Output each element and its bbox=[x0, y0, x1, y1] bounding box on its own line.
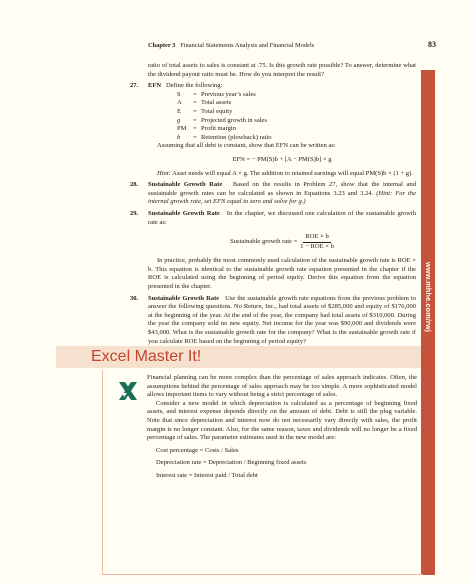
excel-paragraph-2: Consider a new model in which depreciation is calculated as a percentage of beginning fixed assets, and interest expense depends directly on the amount of debt. Debt is still the plug variable. Note that since depreciation and interest now do not necessarily vary directly with sales, the profit margin is no longer constant. Also, for the same reason, taxes and dividends will no longer be a fixed percentage of sales. The parameter estimates used in the new model are: bbox=[147, 399, 417, 442]
definition-eq: = bbox=[193, 107, 197, 115]
definition-desc: Profit margin bbox=[201, 125, 236, 133]
problem-text: In the chapter, we discussed one calculation of the sustainable growth rate as: bbox=[148, 209, 416, 226]
interest-rate-equation: Interest rate = Interest paid / Total debt bbox=[156, 471, 258, 479]
definition-sym: PM bbox=[177, 125, 187, 133]
definition-row bbox=[177, 134, 416, 143]
definition-desc: Projected growth in sales bbox=[201, 116, 267, 124]
excel-paragraph-1: Financial planning can be more complex than the percentage of sales approach indicates. Often, the assumptions behind the percentage of sales approach may be too simple. A more sophisticated model allows important items to vary without being a strict percentage of sales. bbox=[147, 374, 417, 399]
definition-eq: = bbox=[193, 133, 197, 141]
definition-desc: Previous year’s sales bbox=[201, 90, 256, 98]
excel-body bbox=[147, 374, 417, 481]
hint-label: Hint: bbox=[157, 169, 171, 177]
problem-intro: Define the following: bbox=[166, 82, 223, 90]
definition-sym: g bbox=[177, 116, 181, 124]
problem-27 bbox=[130, 82, 416, 178]
definition-sym: S bbox=[177, 90, 181, 98]
problem-title: Sustainable Growth Rate bbox=[148, 209, 220, 217]
problem-list bbox=[130, 62, 417, 346]
definition-row bbox=[177, 125, 416, 134]
problem-30 bbox=[130, 294, 416, 347]
equation-denominator: 1 − ROE × b bbox=[300, 242, 334, 250]
definition-eq: = bbox=[193, 116, 197, 124]
definition-sym: A bbox=[177, 99, 182, 107]
hint-text: Asset needs will equal A × g. The addition to retained earnings will equal PM(S)b × (1 + g). bbox=[172, 169, 413, 177]
definition-row bbox=[177, 99, 416, 108]
definition-desc: Total assets bbox=[201, 99, 232, 107]
problem-text: Based on the results in Problem 27, show that the internal and sustainable growth rates can be calculated as shown in Equations 3.23 and 3.24. bbox=[148, 181, 416, 197]
problem-title: Sustainable Growth Rate bbox=[148, 294, 220, 302]
problem-title: Sustainable Growth Rate bbox=[148, 181, 223, 189]
chapter-heading: Chapter 3 Financial Statements Analysis and Financial Models bbox=[148, 42, 315, 49]
page-header bbox=[148, 42, 436, 49]
definition-eq: = bbox=[193, 125, 197, 133]
carryover-text: ratio of total assets to sales is constant at .75. Is this growth rate possible? To answer, determine what the dividend payout ratio must be. How do you interpret the result? bbox=[148, 62, 416, 78]
definition-desc: Retention (plowback) ratio bbox=[201, 133, 272, 141]
page-number: 83 bbox=[428, 40, 436, 49]
definition-desc: Total equity bbox=[201, 107, 233, 115]
definition-list bbox=[148, 91, 416, 143]
problem-text: Use the sustainable growth rate equations from the previous problem to answer the following questions. No Return, Inc., had total assets of $285,000 and equity of $176,000 at the beginning of the year. At the end of the year, the company had total assets of $310,000. During the year the company sold no new equity. Net income for the year was $90,000 and dividends were $43,000. What is the sustainable growth rate for the company? What is the sustainable growth rate if you calculate ROE based on the beginning of period equity? bbox=[148, 294, 416, 345]
depreciation-rate-equation: Depreciation rate = Depreciation / Beginning fixed assets bbox=[156, 459, 307, 467]
problem-title: EFN bbox=[148, 82, 162, 90]
problem-number: 29. bbox=[130, 209, 139, 217]
excel-title: Excel Master It! bbox=[91, 348, 202, 365]
problem-number: 28. bbox=[130, 181, 139, 189]
efn-equation: EFN = − PM(S)b + [A − PM(S)b] × g bbox=[232, 155, 332, 163]
definition-sym: E bbox=[177, 107, 181, 115]
hint-text: (Hint: For the internal growth rate, set EFN equal to zero and solve for g.) bbox=[148, 189, 417, 206]
problem-number: 27. bbox=[130, 82, 139, 90]
problem-28 bbox=[130, 181, 417, 207]
sustainable-growth-equation bbox=[148, 233, 416, 251]
definition-row bbox=[177, 91, 416, 100]
equation-lhs: Sustainable growth rate = bbox=[230, 237, 298, 245]
definition-row bbox=[177, 117, 416, 126]
cost-percentage-equation: Cost percentage = Costs / Sales bbox=[156, 446, 239, 454]
definition-row bbox=[177, 108, 416, 117]
excel-x-icon bbox=[118, 381, 138, 401]
problem-text-2: In practice, probably the most commonly used calculation of the sustainable growth rate is ROE × b. This equation is identical to the sustainable growth rate equation presented in the chapter if the ROE is calculated using the beginning of period equity. Derive this equation from the equation presented in the chapter. bbox=[148, 257, 416, 291]
definition-sym: b bbox=[177, 133, 181, 141]
problem-number: 30. bbox=[130, 294, 139, 302]
definition-eq: = bbox=[193, 90, 197, 98]
problem-29 bbox=[130, 209, 416, 292]
equation-numerator: ROE × b bbox=[303, 233, 330, 243]
assumption-text: Assuming that all debt is constant, show that EFN can be written as: bbox=[157, 142, 336, 150]
definition-eq: = bbox=[193, 99, 197, 107]
sidebar-url[interactable]: www.mhhe.com/rwj bbox=[424, 262, 433, 333]
